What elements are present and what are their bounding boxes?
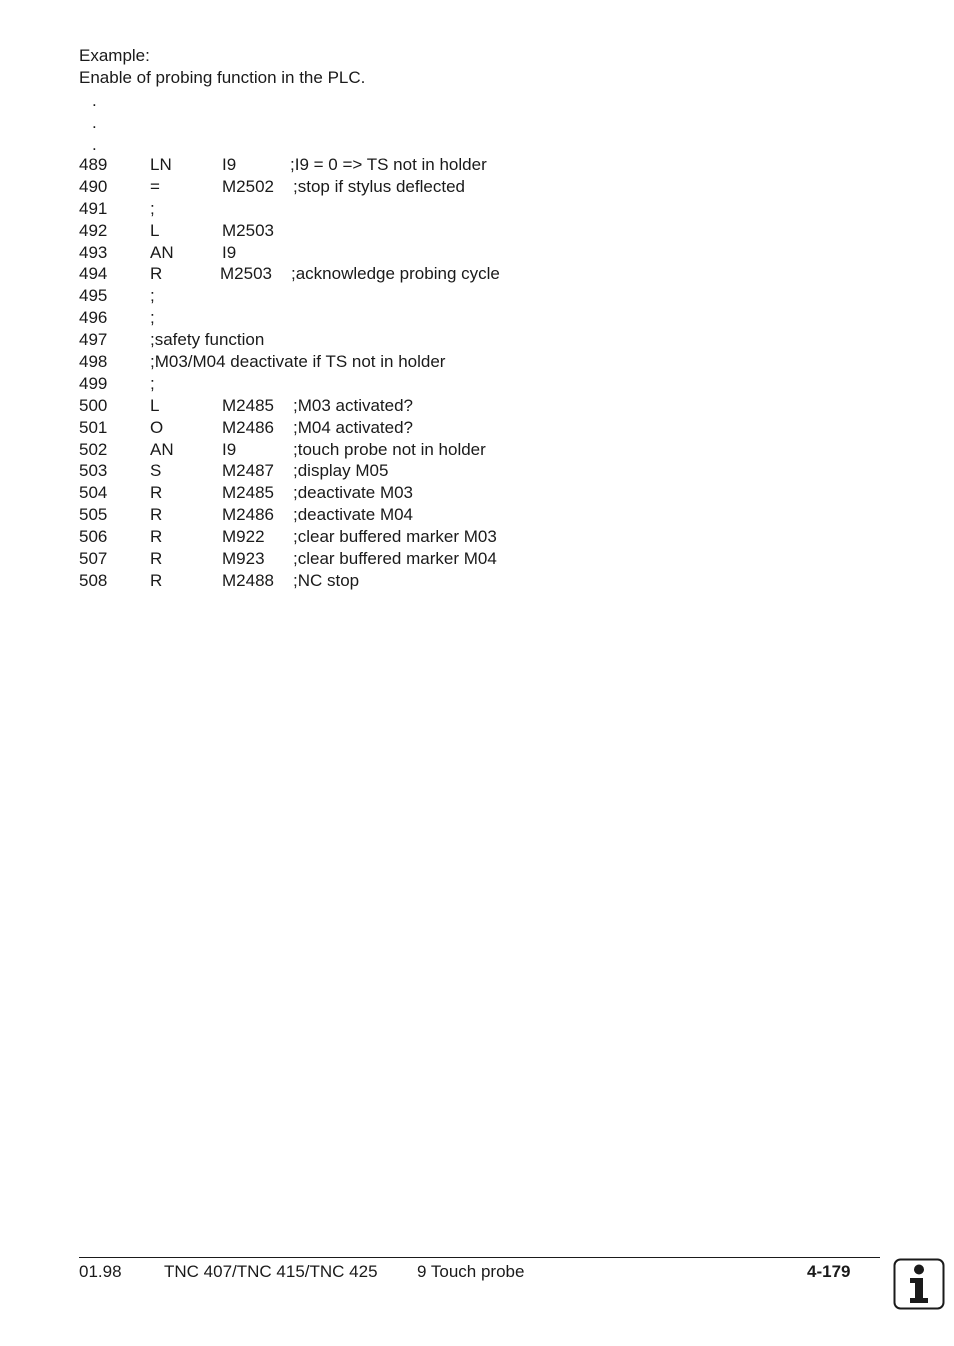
operand: I9 [222,439,237,459]
line-number: 508 [79,570,108,590]
instruction: L [150,220,160,240]
comment: ;acknowledge probing cycle [291,264,500,284]
comment: ;I9 = 0 => TS not in holder [290,155,487,174]
instruction: R [150,527,163,547]
instruction: S [150,461,162,481]
instruction: R [150,505,163,525]
footer-divider [79,1257,880,1258]
operand: M2488 [222,570,274,590]
info-icon [893,1258,945,1310]
line-number: 499 [79,373,108,393]
comment: ;deactivate M03 [293,483,414,503]
operand: M2486 [222,417,274,437]
operand: M2487 [222,461,274,481]
instruction: R [150,264,163,284]
operand: I9 [222,155,237,174]
line-number: 506 [79,527,108,547]
line-number: 503 [79,461,108,481]
comment: ;clear buffered marker M04 [293,549,497,569]
footer-chapter: 9 Touch probe [417,1262,525,1281]
comment: ;M03 activated? [293,395,414,415]
example-description: Enable of probing function in the PLC. [79,68,366,87]
line-number: 491 [79,198,108,218]
line-number: 496 [79,308,108,328]
operand: M922 [222,527,265,547]
line-number: 502 [79,439,108,459]
instruction: ; [150,286,155,306]
line-number: 493 [79,242,108,262]
line-number: 498 [79,352,108,372]
operand: M2503 [220,264,272,284]
example-intro [79,45,365,89]
instruction: R [150,549,163,569]
comment: ;clear buffered marker M03 [293,527,497,547]
line-number: 497 [79,330,108,350]
ellipsis-dot: . [92,135,97,154]
instruction: ; [150,198,155,218]
line-number: 495 [79,286,108,306]
instruction: AN [150,439,174,459]
comment: ;M04 activated? [293,417,414,437]
operand: I9 [222,242,237,262]
instruction: O [150,417,164,437]
instruction: R [150,483,163,503]
line-number: 492 [79,220,108,240]
comment: ;display M05 [293,461,389,481]
example-label: Example: [79,46,150,65]
line-number: 489 [79,155,108,174]
comment: ;NC stop [293,570,360,590]
instruction: = [150,176,160,196]
instruction: ;M03/M04 deactivate if TS not in holder [150,352,446,372]
line-number: 500 [79,395,108,415]
ellipsis [92,90,97,156]
footer-model: TNC 407/TNC 415/TNC 425 [164,1262,378,1281]
operand: M2485 [222,395,274,415]
instruction: ;safety function [150,330,265,350]
line-number: 504 [79,483,108,503]
comment: ;deactivate M04 [293,505,414,525]
instruction: LN [150,155,172,174]
line-number: 501 [79,417,108,437]
instruction: ; [150,373,155,393]
comment: ;touch probe not in holder [293,439,486,459]
page-number: 4-179 [807,1262,851,1281]
line-number: 490 [79,176,108,196]
operand: M2485 [222,483,274,503]
operand: M2503 [222,220,274,240]
instruction: L [150,395,160,415]
instruction: ; [150,308,155,328]
ellipsis-dot: . [92,113,97,132]
operand: M2486 [222,505,274,525]
line-number: 505 [79,505,108,525]
instruction: R [150,570,163,590]
comment: ;stop if stylus deflected [293,176,465,196]
ellipsis-dot: . [92,91,97,110]
line-number: 507 [79,549,108,569]
operand: M923 [222,549,265,569]
instruction: AN [150,242,174,262]
operand: M2502 [222,176,274,196]
line-number: 494 [79,264,108,284]
footer-date: 01.98 [79,1262,122,1281]
